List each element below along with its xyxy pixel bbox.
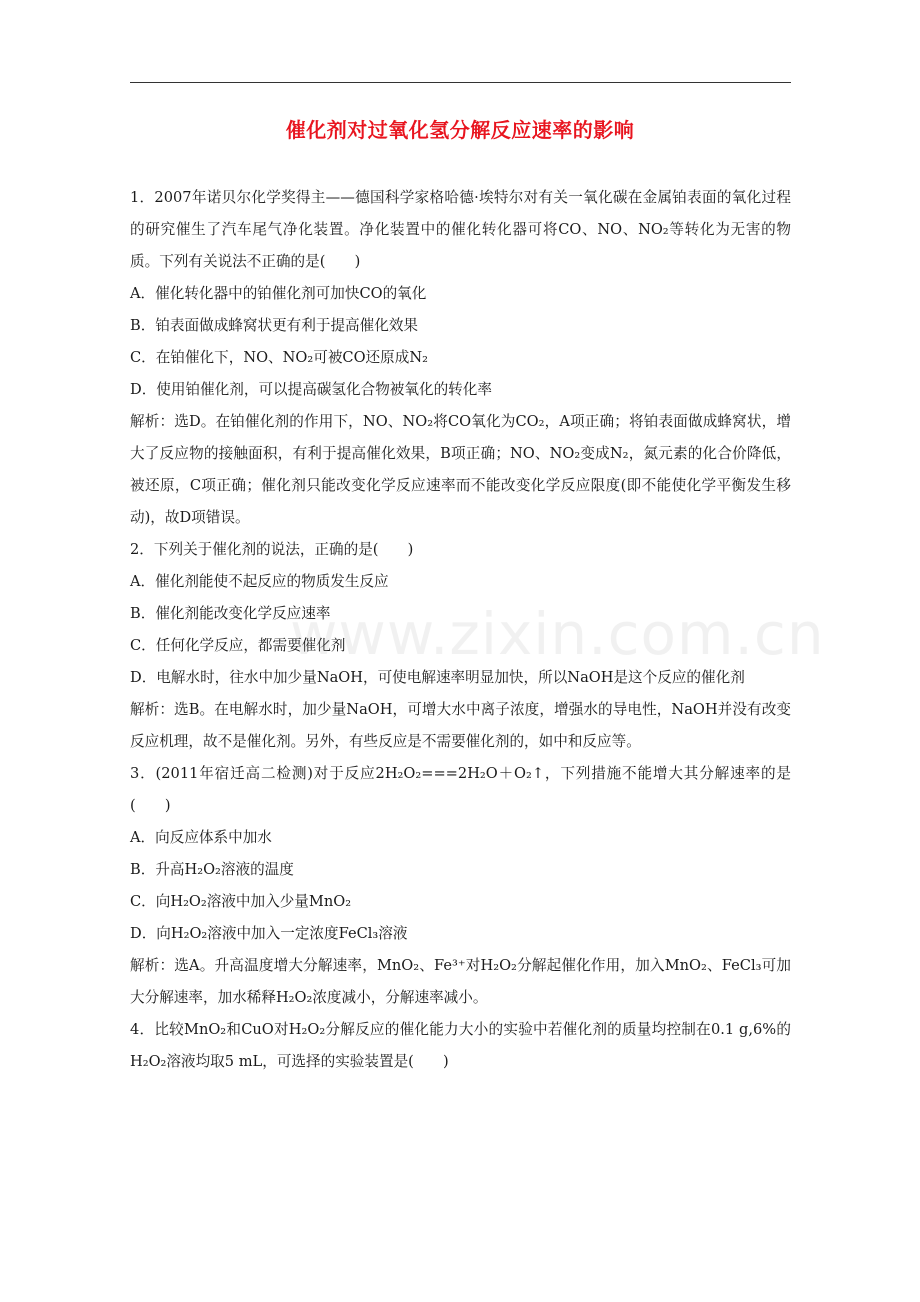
watermark-text: www.zixin.com.cn	[290, 600, 825, 668]
question-2-option-c: C．任何化学反应，都需要催化剂	[130, 637, 346, 654]
question-3-option-d: D．向H₂O₂溶液中加入一定浓度FeCl₃溶液	[130, 925, 408, 942]
question-2-analysis: 解析：选B。在电解水时，加少量NaOH，可增大水中离子浓度，增强水的导电性，NaOH并没有改变反应机理，故不是催化剂。另外，有些反应是不需要催化剂的，如中和反应等。	[130, 701, 791, 750]
question-2-option-d: D．电解水时，往水中加少量NaOH，可使电解速率明显加快，所以NaOH是这个反应的催化剂	[130, 669, 745, 686]
question-2-option-a: A．催化剂能使不起反应的物质发生反应	[130, 573, 389, 590]
document-body	[130, 182, 791, 1078]
question-2-stem: 2．下列关于催化剂的说法，正确的是( )	[130, 541, 414, 558]
question-1-option-c: C．在铂催化下，NO、NO₂可被CO还原成N₂	[130, 349, 428, 366]
question-4-stem: 4．比较MnO₂和CuO对H₂O₂分解反应的催化能力大小的实验中若催化剂的质量均控制在0.1 g,6%的H₂O₂溶液均取5 mL，可选择的实验装置是( )	[130, 1021, 791, 1070]
document-title: 催化剂对过氧化氢分解反应速率的影响	[285, 118, 635, 142]
question-3-option-b: B．升高H₂O₂溶液的温度	[130, 861, 294, 878]
header-rule	[130, 82, 791, 83]
question-3-analysis: 解析：选A。升高温度增大分解速率，MnO₂、Fe³⁺对H₂O₂分解起催化作用，加入MnO₂、FeCl₃可加大分解速率，加水稀释H₂O₂浓度减小，分解速率减小。	[130, 957, 791, 1006]
question-1-option-a: A．催化转化器中的铂催化剂可加快CO的氧化	[130, 285, 427, 302]
question-2-option-b: B．催化剂能改变化学反应速率	[130, 605, 331, 622]
question-1-analysis: 解析：选D。在铂催化剂的作用下，NO、NO₂将CO氧化为CO₂，A项正确；将铂表面做成蜂窝状，增大了反应物的接触面积，有利于提高催化效果，B项正确；NO、NO₂变成N₂，氮元素的化合价降低，被还原，C项正确；催化剂只能改变化学反应速率而不能改变化学反应限度(即不能使化学平衡发生移动)，故D项错误。	[130, 413, 791, 526]
question-1-option-b: B．铂表面做成蜂窝状更有利于提高催化效果	[130, 317, 419, 334]
question-1-stem: 1．2007年诺贝尔化学奖得主——德国科学家格哈德·埃特尔对有关一氧化碳在金属铂表面的氧化过程的研究催生了汽车尾气净化装置。净化装置中的催化转化器可将CO、NO、NO₂等转化为无害的物质。下列有关说法不正确的是( )	[130, 189, 791, 270]
question-1-option-d: D．使用铂催化剂，可以提高碳氢化合物被氧化的转化率	[130, 381, 492, 398]
question-3-stem: 3．(2011年宿迁高二检测)对于反应2H₂O₂===2H₂O＋O₂↑，下列措施不能增大其分解速率的是( )	[130, 765, 791, 814]
question-3-option-a: A．向反应体系中加水	[130, 829, 272, 846]
question-3-option-c: C．向H₂O₂溶液中加入少量MnO₂	[130, 893, 352, 910]
